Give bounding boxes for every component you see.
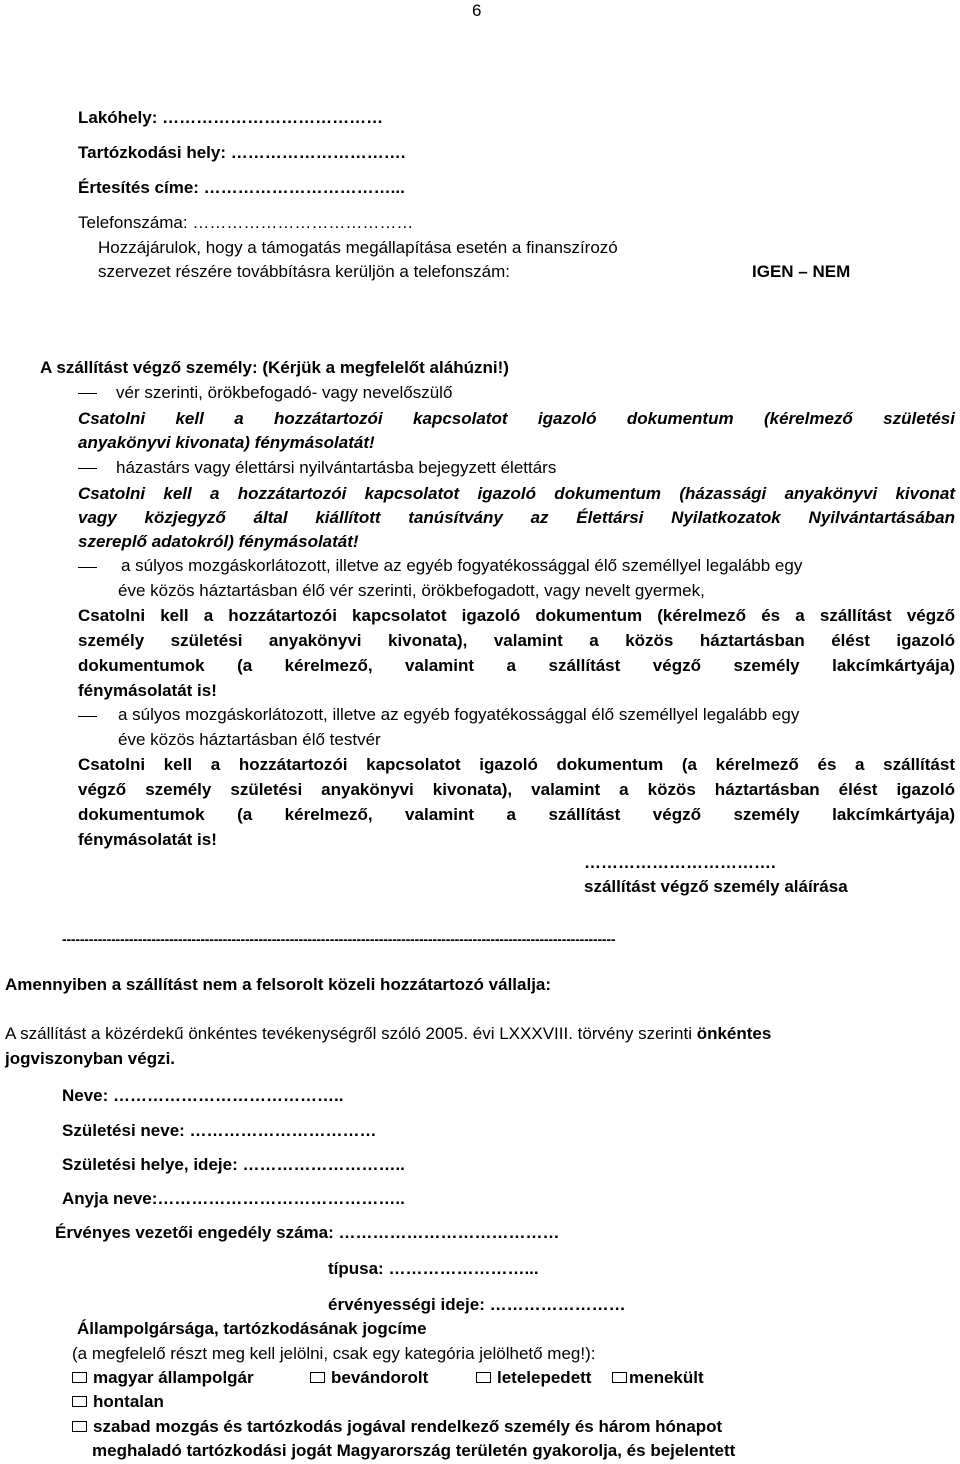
phone-field [78, 212, 413, 234]
option-child-label: a súlyos mozgáskorlátozott, illetve az egyéb fogyatékossággal élő személlyel legalább egy [121, 556, 803, 575]
dash-icon [78, 393, 97, 394]
option-spouse-note-3: szereplő adatokról) fénymásolatát! [78, 532, 359, 551]
checkbox-label: magyar állampolgár [93, 1368, 254, 1387]
option-sibling-note-2: végző személy születési anyakönyvi kivonata), valamint a közös háztartásban élést igazoló [78, 780, 955, 799]
dash-icon [78, 567, 97, 568]
notify-address-field: Értesítés címe: ……………………………... [78, 178, 405, 197]
license-number-field: Érvényes vezetői engedély száma: ………………………………… [55, 1223, 560, 1242]
option-sibling-label: a súlyos mozgáskorlátozott, illetve az egyéb fogyatékossággal élő személlyel legalább egy [118, 705, 800, 724]
checkbox-label: szabad mozgás és tartózkodás jogával rendelkező személy és három hónapot [93, 1417, 723, 1436]
checkbox-label: menekült [629, 1368, 704, 1387]
checkbox-stateless[interactable] [72, 1391, 164, 1413]
separator-line: ---------------------------------------------------------------------------------------------------------------------------- [62, 931, 616, 947]
name-field: Neve: ………………………………….. [62, 1086, 344, 1105]
stay-field: Tartózkodási hely: …………………………. [78, 143, 406, 162]
option-parent-note-2: anyakönyvi kivonata) fénymásolatát! [78, 433, 375, 452]
consent-line-1: Hozzájárulok, hogy a támogatás megállapítása esetén a finanszírozó [98, 238, 618, 257]
option-spouse-note: Csatolni kell a hozzátartozói kapcsolatot igazoló dokumentum (házassági anyakönyvi kivonat [78, 484, 955, 503]
dash-icon [78, 468, 97, 469]
dash-icon [78, 716, 97, 717]
option-parent-label: vér szerinti, örökbefogadó- vagy nevelőszülő [116, 383, 453, 402]
checkbox-icon[interactable] [72, 1396, 87, 1407]
checkbox-icon[interactable] [612, 1372, 627, 1383]
birth-name-field: Születési neve: …………………………… [62, 1121, 377, 1140]
checkbox-icon[interactable] [72, 1421, 87, 1432]
signature-label: szállítást végző személy aláírása [584, 877, 848, 896]
option-spouse-label: házastárs vagy élettársi nyilvántartásba bejegyzett élettárs [116, 458, 557, 477]
transporter-heading: A szállítást végző személy: (Kérjük a megfelelőt aláhúzni!) [40, 358, 509, 377]
option-child-note-4: fénymásolatát is! [78, 681, 217, 700]
checkbox-immigrant[interactable] [310, 1367, 428, 1389]
checkbox-refugee[interactable] [612, 1367, 704, 1389]
checkbox-label: bevándorolt [331, 1368, 429, 1387]
option-parent-note: Csatolni kell a hozzátartozói kapcsolatot igazoló dokumentum (kérelmező születési [78, 409, 955, 428]
option-sibling-note-4: fénymásolatát is! [78, 830, 217, 849]
option-child-note-2: személy születési anyakönyvi kivonata), valamint a közös háztartásban élést igazoló [78, 631, 955, 650]
citizenship-note: (a megfelelő részt meg kell jelölni, csak egy kategória jelölhető meg!): [72, 1344, 596, 1363]
option-sibling-note-3: dokumentumok (a kérelmező, valamint a szállítást végző személy lakcímkártyája) [78, 805, 955, 824]
checkbox-settled[interactable] [476, 1367, 591, 1389]
checkbox-icon[interactable] [476, 1372, 491, 1383]
birth-place-field: Születési helye, ideje: ……………………….. [62, 1155, 405, 1174]
checkbox-icon[interactable] [72, 1372, 87, 1383]
checkbox-free-movement[interactable] [72, 1416, 722, 1438]
citizenship-heading: Állampolgársága, tartózkodásának jogcíme [77, 1319, 427, 1338]
mother-name-field: Anyja neve:…………………………………….. [62, 1189, 405, 1208]
license-type-field: típusa: ……………………... [328, 1259, 539, 1278]
option-spouse-note-2: vagy közjegyző által kiállított tanúsítvány az Élettársi Nyilatkozatok Nyilvántartásában [78, 508, 955, 527]
option-child-note: Csatolni kell a hozzátartozói kapcsolatot igazoló dokumentum (kérelmező és a szállítást végző [78, 606, 955, 625]
volunteer-intro [5, 1023, 771, 1045]
page-number: 6 [472, 1, 482, 20]
phone-label: Telefonszáma: ………………………………… [78, 213, 414, 232]
volunteer-heading: Amennyiben a szállítást nem a felsorolt közeli hozzátartozó vállalja: [5, 975, 552, 994]
license-validity-field: érvényességi ideje: …………………… [328, 1295, 626, 1314]
residence-field: Lakóhely: ………………………………… [78, 108, 384, 127]
option-child-label-2: éve közös háztartásban élő vér szerinti, örökbefogadott, vagy nevelt gyermek, [118, 581, 705, 600]
volunteer-intro-text: A szállítást a közérdekű önkéntes tevékenységről szóló 2005. évi LXXXVIII. törvény szerinti [5, 1024, 697, 1043]
signature-line: ……………………………. [584, 853, 776, 872]
option-sibling-note: Csatolni kell a hozzátartozói kapcsolatot igazoló dokumentum (a kérelmező és a szállítást [78, 755, 955, 774]
checkbox-label: hontalan [93, 1392, 164, 1411]
volunteer-intro-bold: önkéntes [696, 1024, 772, 1043]
volunteer-intro-2: jogviszonyban végzi. [5, 1049, 176, 1068]
checkbox-label: letelepedett [497, 1368, 592, 1387]
option-sibling-label-2: éve közös háztartásban élő testvér [118, 730, 381, 749]
option-child-note-3: dokumentumok (a kérelmező, valamint a szállítást végző személy lakcímkártyája) [78, 656, 955, 675]
consent-answer: IGEN – NEM [752, 262, 851, 281]
checkbox-hungarian-citizen[interactable] [72, 1367, 254, 1389]
consent-line-2: szervezet részére továbbításra kerüljön a telefonszám: [98, 262, 510, 281]
free-movement-line-2: meghaladó tartózkodási jogát Magyarország területén gyakorolja, és bejelentett [92, 1441, 736, 1460]
checkbox-icon[interactable] [310, 1372, 325, 1383]
